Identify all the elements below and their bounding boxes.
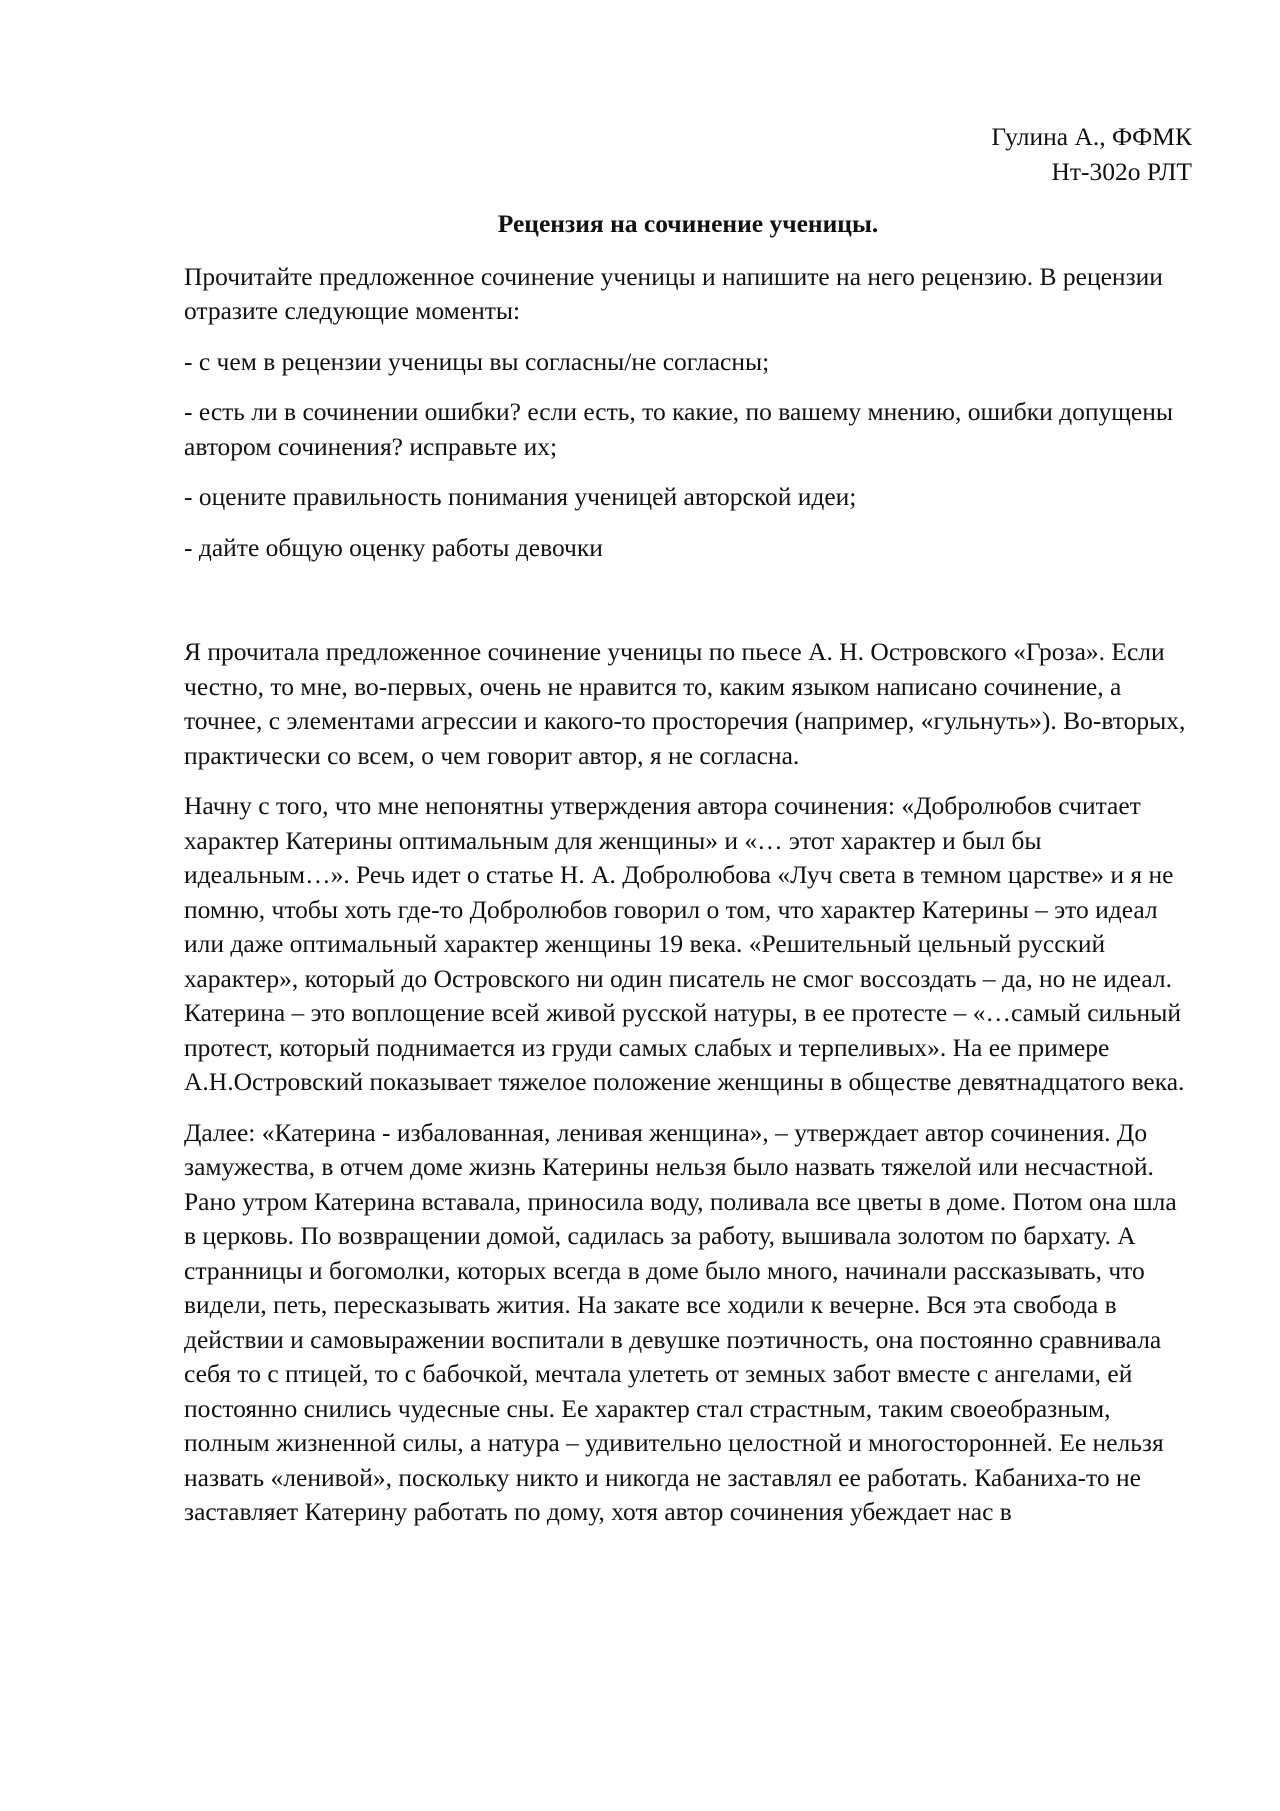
- review-section: [184, 635, 1192, 1530]
- author-block: [184, 120, 1192, 189]
- review-paragraph: Я прочитала предложенное сочинение ученицы по пьесе А. Н. Островского «Гроза». Если честно, то мне, во-первых, очень не нравится то, каким языком написано сочинение, а точнее, с элементами агрессии и какого-то просторечия (например, «гульнуть»). Во-вторых, практически со всем, о чем говорит автор, я не согласна.: [184, 637, 1186, 770]
- task-section: [184, 260, 1192, 566]
- author-group: Нт-302о РЛТ: [1051, 156, 1192, 186]
- document-title: Рецензия на сочинение ученицы.: [497, 209, 879, 238]
- task-intro: Прочитайте предложенное сочинение ученицы и напишите на него рецензию. В рецензии отразите следующие моменты:: [184, 261, 1163, 325]
- review-paragraph: Начну с того, что мне непонятны утверждения автора сочинения: «Добролюбов считает характер Катерины оптимальным для женщины» и «… этот характер и был бы идеальным…». Речь идет о статье Н. А. Добролюбова «Луч света в темном царстве» и я не помню, чтобы хоть где-то Добролюбов говорил о том, что характер Катерины – это идеал или даже оптимальный характер женщины 19 века. «Решительный цельный русский характер», который до Островского ни один писатель не смог воссоздать – да, но не идеал. Катерина – это воплощение всей живой русской натуры, в ее протесте – «…самый сильный протест, который поднимается из груди самых слабых и терпеливых». На ее примере А.Н.Островский показывает тяжелое положение женщины в обществе девятнадцатого века.: [184, 791, 1185, 1096]
- task-item: - оцените правильность понимания ученицей авторской идеи;: [184, 482, 857, 511]
- task-item: - есть ли в сочинении ошибки? если есть, то какие, по вашему мнению, ошибки допущены автором сочинения? исправьте их;: [184, 397, 1173, 461]
- task-item: - с чем в рецензии ученицы вы согласны/не согласны;: [184, 346, 770, 376]
- task-item: - дайте общую оценку работы девочки: [184, 532, 603, 562]
- author-name: Гулина А., ФФМК: [991, 122, 1192, 151]
- document-content: [184, 120, 1192, 1546]
- review-paragraph: Далее: «Катерина - избалованная, ленивая женщина», – утверждает автор сочинения. До замужества, в отчем доме жизнь Катерины нельзя было назвать тяжелой или несчастной. Рано утром Катерина вставала, приносила воду, поливала все цветы в доме. Потом она шла в церковь. По возвращении домой, садилась за работу, вышивала золотом по бархату. А странницы и богомолки, которых всегда в доме было много, начинали рассказывать, что видели, петь, пересказывать жития. На закате все ходили к вечерне. Вся эта свобода в действии и самовыражении воспитали в девушке поэтичность, она постоянно сравнивала себя то с птицей, то с бабочкой, мечтала улететь от земных забот вместе с ангелами, ей постоянно снились чудесные сны. Ее характер стал страстным, таким своеобразным, полным жизненной силы, а натура – удивительно целостной и многосторонней. Ее нельзя назвать «ленивой», поскольку никто и никогда не заставлял ее работать. Кабаниха-то не заставляет Катерину работать по дому, хотя автор сочинения убеждает нас в: [184, 1117, 1177, 1526]
